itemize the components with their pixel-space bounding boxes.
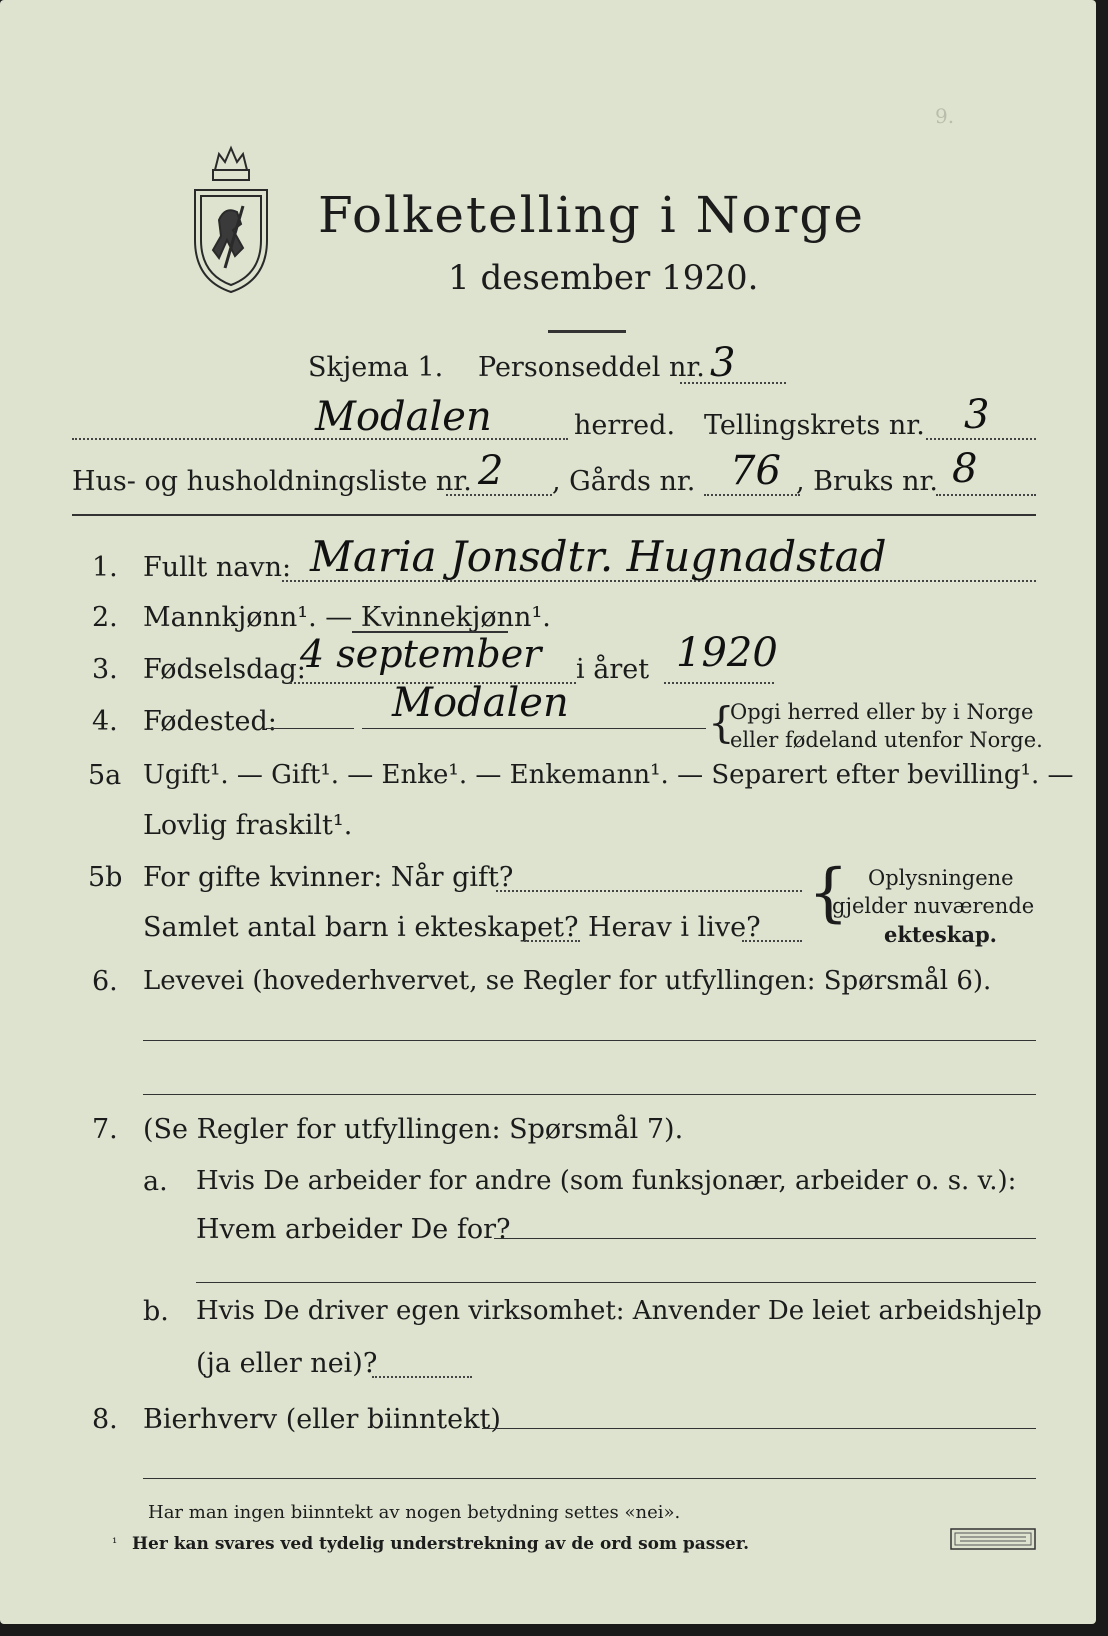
q5b-number: 5b xyxy=(88,862,123,893)
tellingskrets-label: Tellingskrets nr. xyxy=(704,410,925,441)
q5b-married-label: For gifte kvinner: Når gift? xyxy=(143,862,514,893)
title-divider xyxy=(548,330,626,333)
q5b-children-label: Samlet antal barn i ekteskapet? xyxy=(143,912,579,943)
hus-value: 2 xyxy=(478,448,504,494)
side-income-field-line-2 xyxy=(143,1478,1036,1479)
q5b-note-3: ekteskap. xyxy=(884,922,997,947)
bruks-label: , Bruks nr. xyxy=(796,466,939,497)
herred-label: herred. xyxy=(574,410,676,441)
printer-stamp-icon xyxy=(950,1528,1036,1550)
q5b-brace: { xyxy=(808,856,849,930)
q5a-number: 5a xyxy=(88,760,122,791)
q7a-question: Hvis De arbeider for andre (som funksjonær, arbeider o. s. v.): xyxy=(196,1166,1017,1196)
q8-label: Bierhverv (eller biinntekt) xyxy=(143,1404,501,1435)
gender-options: Mannkjønn¹. — Kvinnekjønn¹. xyxy=(143,602,551,633)
birthplace-field-line xyxy=(362,728,706,729)
gards-field-line xyxy=(704,494,800,496)
tellingskrets-field-line xyxy=(926,438,1036,440)
employer-field-line xyxy=(494,1238,1036,1239)
birth-year-value: 1920 xyxy=(676,630,778,676)
footer-note: Har man ingen biinntekt av nogen betydning settes «nei». xyxy=(148,1502,681,1523)
q7b-letter: b. xyxy=(143,1296,169,1327)
q1-number: 1. xyxy=(92,552,118,583)
bruks-field-line xyxy=(936,494,1036,496)
bruks-value: 8 xyxy=(952,446,978,492)
personseddel-label: Personseddel nr. xyxy=(478,352,705,383)
q4-brace: { xyxy=(708,698,735,747)
birthplace-short-line xyxy=(266,728,354,729)
q6-label: Levevei (hovederhvervet, se Regler for utfyllingen: Spørsmål 6). xyxy=(143,966,992,996)
children-field-line xyxy=(524,940,580,942)
tellingskrets-value: 3 xyxy=(964,392,990,438)
married-when-field-line xyxy=(496,890,802,892)
form-date: 1 desember 1920. xyxy=(448,258,759,298)
q5b-note-1: Oplysningene xyxy=(868,866,1014,890)
q6-number: 6. xyxy=(92,966,118,997)
q7a-employer-label: Hvem arbeider De for? xyxy=(196,1214,511,1245)
employer-field-line-2 xyxy=(196,1282,1036,1283)
personseddel-value: 3 xyxy=(710,340,736,386)
bleed-through-text: 9. xyxy=(935,104,955,128)
q3-label: Fødselsdag: xyxy=(143,654,306,685)
q3-number: 3. xyxy=(92,654,118,685)
footnote-text: Her kan svares ved tydelig understrekning av de ord som passer. xyxy=(132,1534,750,1554)
footnote-mark: ¹ xyxy=(112,1536,118,1551)
occupation-field-line-2 xyxy=(143,1094,1036,1095)
q3-year-label: i året xyxy=(576,654,650,685)
q5b-note-2: gjelder nuværende xyxy=(832,894,1035,918)
occupation-field-line-1 xyxy=(143,1040,1036,1041)
q4-note-2: eller fødeland utenfor Norge. xyxy=(730,728,1043,752)
marital-status-options-2: Lovlig fraskilt¹. xyxy=(143,810,353,841)
q5b-living-label: Herav i live? xyxy=(588,912,761,943)
q7b-answer-label: (ja eller nei)? xyxy=(196,1348,378,1379)
q4-label: Fødested: xyxy=(143,706,277,737)
coat-of-arms-icon xyxy=(185,140,277,300)
q8-number: 8. xyxy=(92,1404,118,1435)
q1-label: Fullt navn: xyxy=(143,552,292,583)
q7-number: 7. xyxy=(92,1114,118,1145)
q2-number: 2. xyxy=(92,602,118,633)
full-name-value: Maria Jonsdtr. Hugnadstad xyxy=(310,532,887,581)
gards-label: , Gårds nr. xyxy=(552,466,696,497)
side-income-field-line xyxy=(482,1428,1036,1429)
hired-help-field-line xyxy=(372,1376,472,1378)
birthplace-value: Modalen xyxy=(392,680,569,726)
living-children-field-line xyxy=(742,940,802,942)
q4-note-1: Opgi herred eller by i Norge xyxy=(730,700,1034,724)
q4-number: 4. xyxy=(92,706,118,737)
gards-value: 76 xyxy=(730,448,781,494)
marital-status-options: Ugift¹. — Gift¹. — Enke¹. — Enkemann¹. — Separert efter bevilling¹. — xyxy=(143,760,1074,790)
q7-label: (Se Regler for utfyllingen: Spørsmål 7). xyxy=(143,1114,684,1145)
q7a-letter: a. xyxy=(143,1166,168,1197)
herred-value: Modalen xyxy=(315,394,492,440)
birth-year-field-line xyxy=(664,682,774,684)
hus-field-line xyxy=(446,494,552,496)
form-title: Folketelling i Norge xyxy=(318,186,865,244)
skjema-label: Skjema 1. xyxy=(308,352,444,383)
hus-label: Hus- og husholdningsliste nr. xyxy=(72,466,472,497)
q7b-question: Hvis De driver egen virksomhet: Anvender De leiet arbeidshjelp xyxy=(196,1296,1042,1326)
header-separator xyxy=(72,514,1036,516)
birthday-value: 4 september xyxy=(300,632,542,676)
